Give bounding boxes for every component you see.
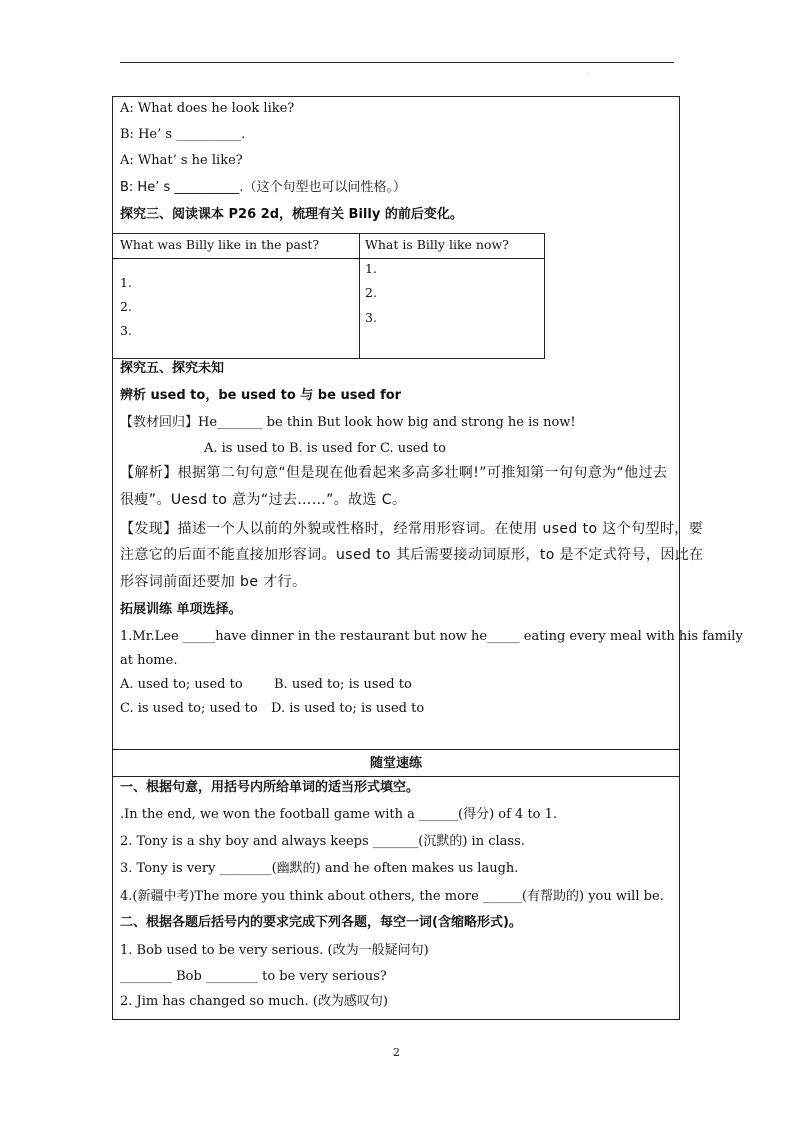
discovery-line-3: 形容词前面还要加 be 才行。 bbox=[120, 574, 307, 590]
table-header-divider bbox=[113, 258, 544, 259]
extension-q1-line2: at home. bbox=[120, 653, 178, 668]
option-a: A. used to; used to bbox=[120, 677, 243, 692]
extension-heading: 拓展训练 单项选择。 bbox=[120, 602, 242, 617]
now-item-1: 1. bbox=[365, 261, 377, 276]
extension-q1-line1: 1.Mr.Lee _____have dinner in the restaurant but now he_____ eating every meal with his family bbox=[120, 629, 743, 644]
discovery-line-1: 【发现】描述一个人以前的外貌或性格时，经常用形容词。在使用 used to 这个句型时，要 bbox=[120, 521, 704, 537]
header-rule bbox=[120, 62, 674, 63]
table-column-divider bbox=[359, 234, 360, 358]
dialogue-line-3: A: What’ s he like? bbox=[120, 153, 243, 168]
option-b: B. used to; is used to bbox=[274, 677, 412, 692]
past-item-2: 2. bbox=[120, 299, 132, 314]
dialogue-line-4: B: He’ s __________.（这个句型也可以问性格。） bbox=[120, 180, 407, 195]
explore3-heading: 探究三、阅读课本 P26 2d，梳理有关 Billy 的前后变化。 bbox=[120, 207, 463, 222]
textbook-options: A. is used to B. is used for C. used to bbox=[204, 441, 446, 456]
option-c: C. is used to; used to bbox=[120, 701, 258, 716]
dialogue-line-1: A: What does he look like? bbox=[120, 101, 295, 116]
dialogue-line-2: B: He’ s __________. bbox=[120, 127, 246, 142]
past-item-1: 1. bbox=[120, 275, 132, 290]
discovery-line-2: 注意它的后面不能直接加形容词。used to 其后需要接动词原形，to 是不定式符号，因此在 bbox=[120, 547, 704, 563]
practice-top-divider bbox=[113, 749, 679, 750]
worksheet-frame bbox=[112, 96, 743, 1020]
past-item-3: 3. bbox=[120, 323, 132, 338]
textbook-question bbox=[120, 415, 576, 431]
textbook-question-text: He_______ be thin But look how big and strong he is now! bbox=[198, 415, 576, 430]
part2-item-1: 1. Bob used to be very serious. (改为一般疑问句) bbox=[120, 943, 429, 958]
page-number: 2 bbox=[393, 1046, 400, 1059]
practice-title: 随堂速练 bbox=[369, 756, 422, 771]
part2-item-3: 2. Jim has changed so much. (改为感叹句) bbox=[120, 994, 388, 1009]
part1-item-2: 2. Tony is a shy boy and always keeps _______(沉默的) in class. bbox=[120, 834, 525, 849]
explore5-heading: 探究五、探究未知 bbox=[120, 361, 225, 376]
part1-item-1: .In the end, we won the football game with a ______(得分) of 4 to 1. bbox=[120, 807, 558, 822]
table-header-now: What is Billy like now? bbox=[365, 237, 509, 252]
part2-item-2: ________ Bob ________ to be very serious? bbox=[120, 969, 387, 984]
part2-heading: 二、根据各题后括号内的要求完成下列各题，每空一词(含缩略形式)。 bbox=[120, 915, 522, 930]
practice-title-divider bbox=[113, 776, 679, 777]
table-header-past: What was Billy like in the past? bbox=[120, 237, 320, 252]
header-mark: · bbox=[587, 72, 589, 79]
part1-item-4: 4.(新疆中考)The more you think about others, the more ______(有帮助的) you will be. bbox=[120, 889, 664, 904]
analysis-line-2: 很瘦”。Uesd to 意为“过去……”。故选 C。 bbox=[120, 492, 407, 508]
analysis-line-1: 【解析】根据第二句句意“但是现在他看起来多高多壮啊!”可推知第一句句意为“他过去 bbox=[120, 465, 668, 481]
now-item-3: 3. bbox=[365, 310, 377, 325]
now-item-2: 2. bbox=[365, 285, 377, 300]
explore5-subheading: 辨析 used to，be used to 与 be used for bbox=[120, 388, 402, 403]
option-d: D. is used to; is used to bbox=[271, 701, 425, 716]
part1-heading: 一、根据句意，用括号内所给单词的适当形式填空。 bbox=[120, 780, 420, 795]
part1-item-3: 3. Tony is very ________(幽默的) and he often makes us laugh. bbox=[120, 861, 519, 876]
textbook-label: 【教材回归】 bbox=[120, 415, 199, 430]
billy-change-table bbox=[113, 233, 545, 359]
